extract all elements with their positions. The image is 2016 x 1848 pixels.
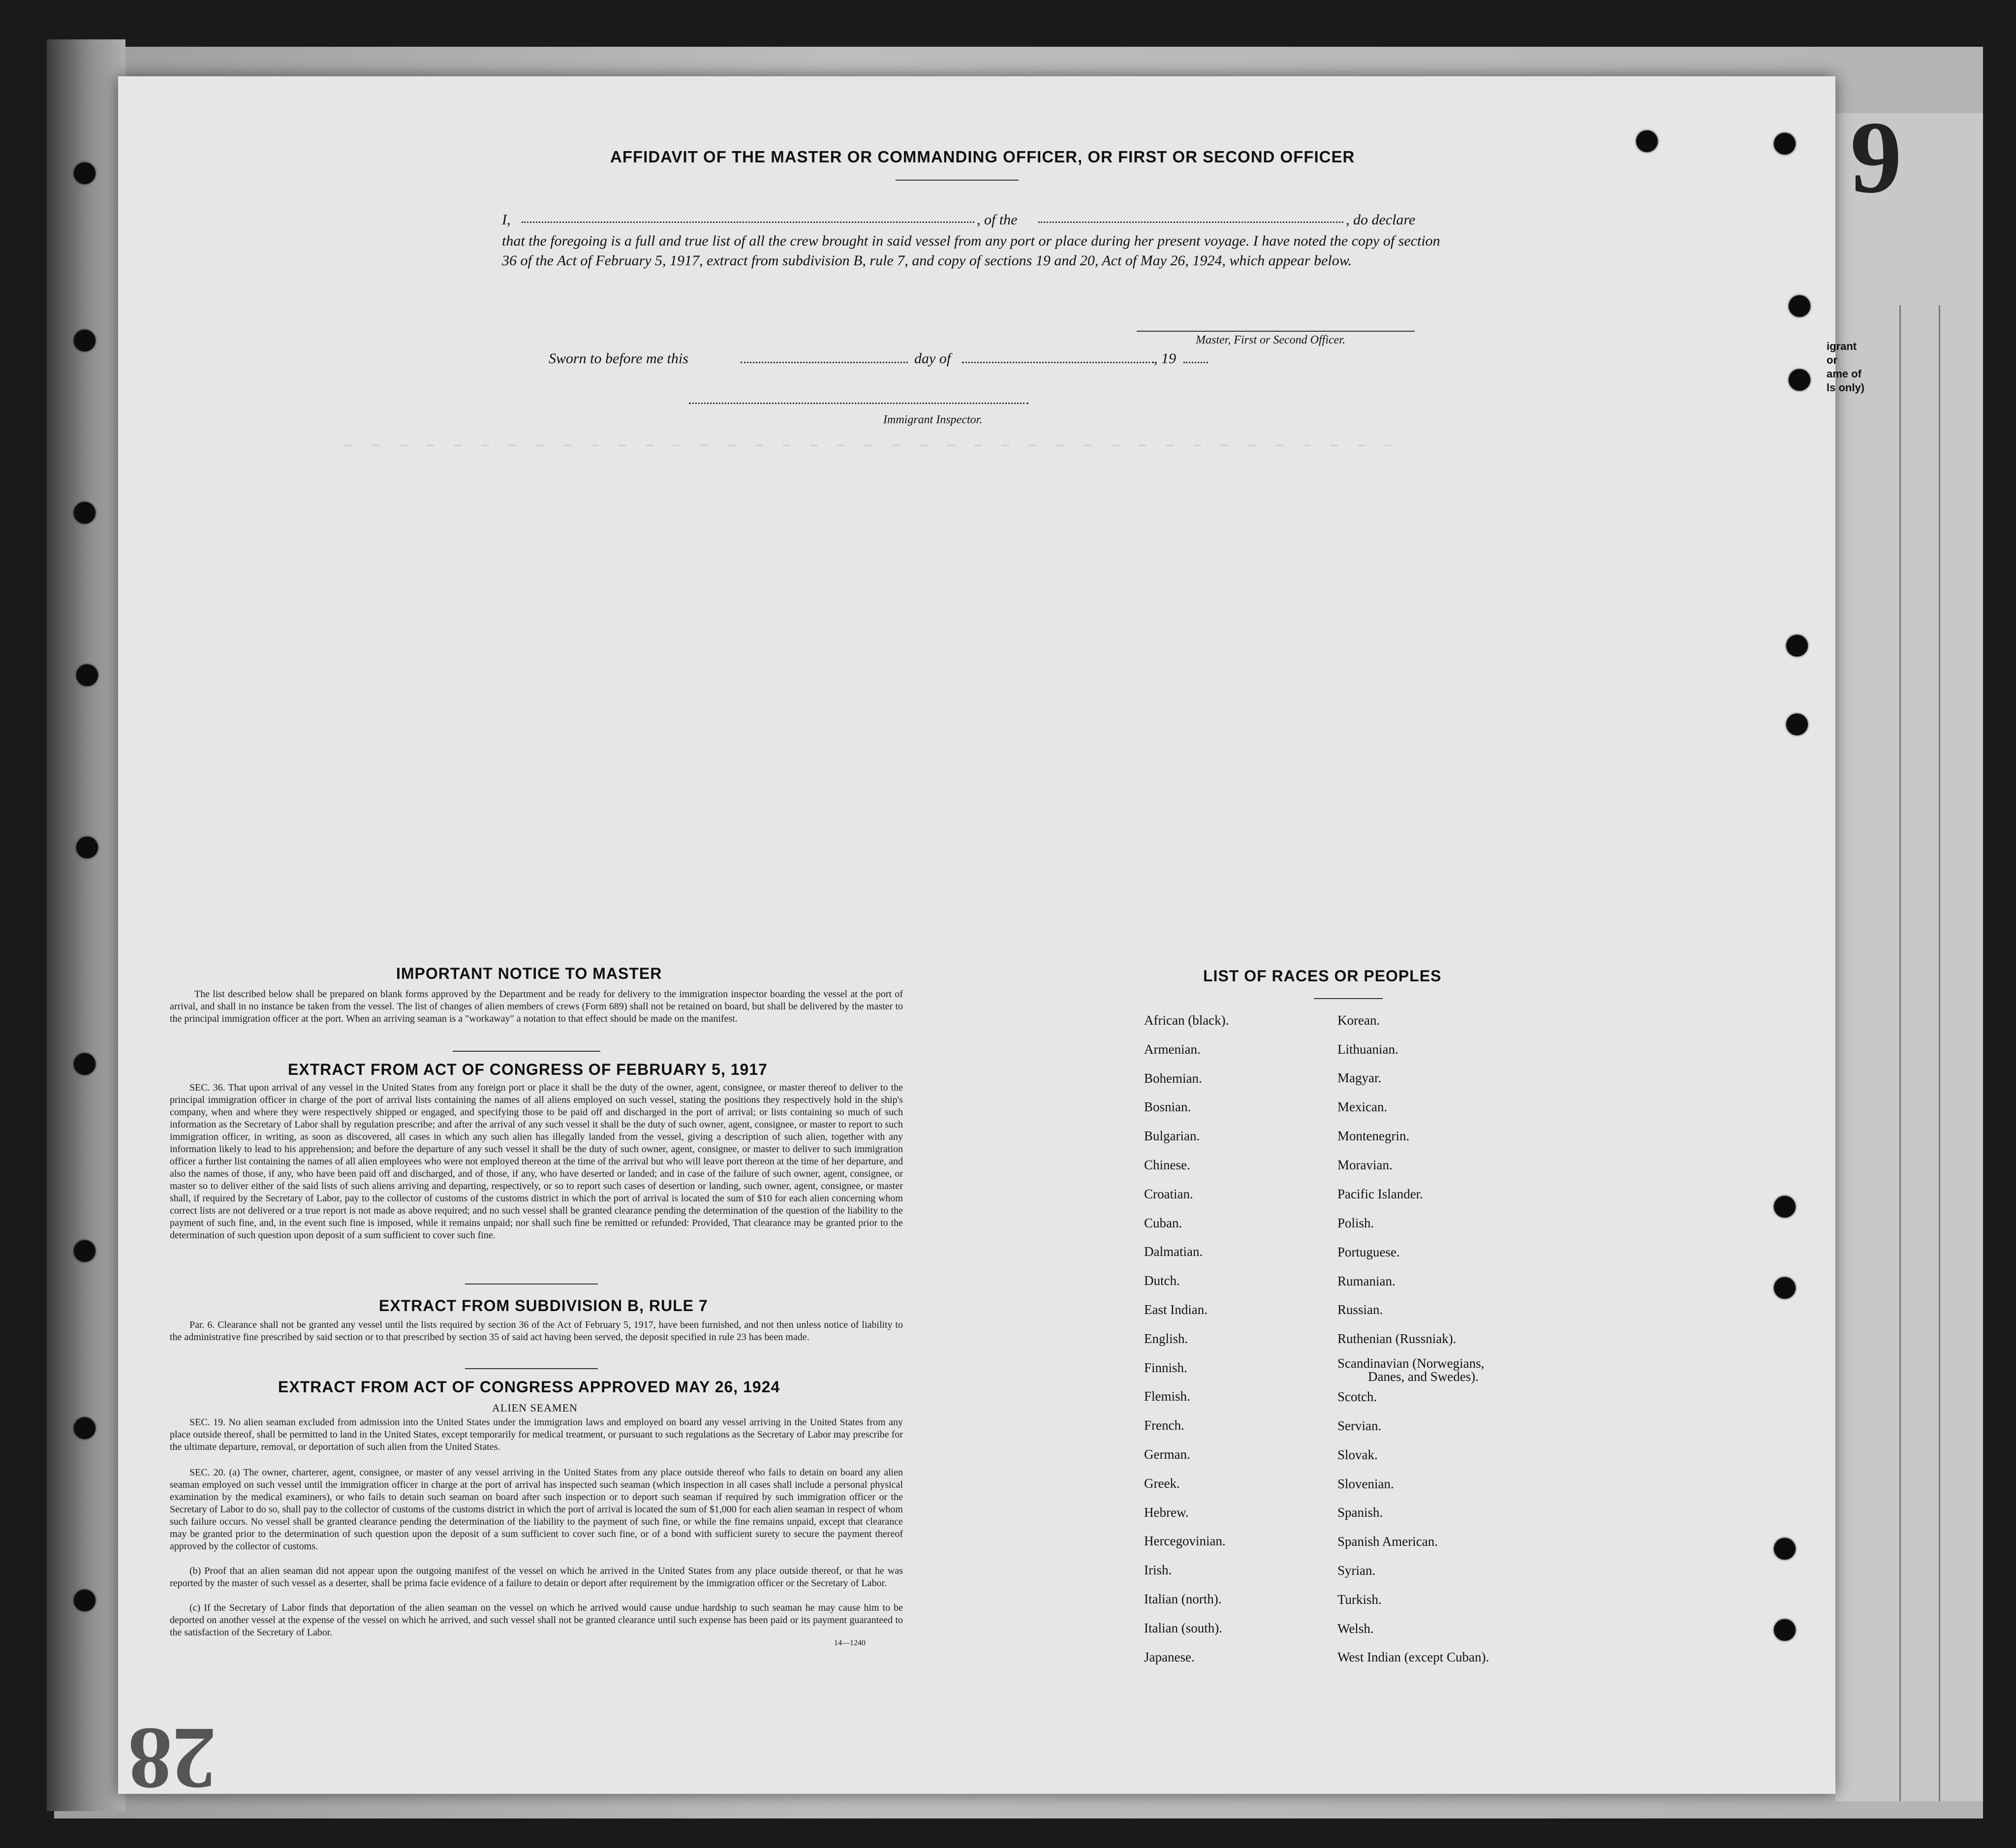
race-item: Rumanian.	[1337, 1274, 1396, 1288]
day-of-label: day of	[914, 350, 951, 367]
sec-19-body: SEC. 19. No alien seaman excluded from admission into the United States under the immigration laws and employed on board any vessel arriving in the United States from any place outside thereof, shall be permitted to land in the United States, except temporarily for medical treatment, or pursuant to such regulations as the Secretary of Labor may prescribe for the ultimate departure, removal, or deportation of such alien from the United States.	[170, 1417, 903, 1452]
signature-line[interactable]	[1137, 331, 1415, 332]
binder-hole	[1786, 714, 1808, 735]
column-header-line: or	[1827, 354, 1837, 366]
binder-hole	[1774, 1619, 1796, 1641]
binder-hole	[74, 1417, 95, 1439]
name-field[interactable]	[522, 221, 974, 223]
section-rule	[465, 1368, 598, 1369]
binder-hole	[74, 1053, 95, 1075]
extract-rule7-body: Par. 6. Clearance shall not be granted any vessel until the lists required by section 36 of the Act of February 5, 1917, have been furnished, and not then unless notice of liability to the administrative fine prescribed by said section or to that prescribed by section 35 of said act having been served, the deposit specified in rule 23 has been made.	[170, 1319, 903, 1343]
torn-left-edge	[47, 39, 125, 1811]
race-item: Portuguese.	[1337, 1245, 1400, 1259]
inspector-caption: Immigrant Inspector.	[883, 413, 983, 426]
race-item: Hebrew.	[1144, 1504, 1189, 1520]
race-item: English.	[1144, 1331, 1188, 1346]
grid-line	[1939, 305, 1940, 1801]
race-item: Flemish.	[1144, 1389, 1190, 1404]
extract-rule7-title: EXTRACT FROM SUBDIVISION B, RULE 7	[379, 1297, 708, 1315]
of-the-label: , of the	[977, 212, 1018, 228]
binder-hole	[74, 1240, 95, 1262]
race-item: Slovak.	[1337, 1447, 1378, 1462]
declaration-i: I,	[502, 212, 511, 228]
affidavit-body: that the foregoing is a full and true list of all the crew brought in said vessel from any port or place during her present voyage. I have noted the copy of section 36 of the Act of February 5, 1917, extract from subdivision B, rule 7, and copy of sections 19 and 20, Act of May 26, 1924, which appear below.	[502, 233, 1440, 269]
binder-hole	[74, 502, 95, 524]
race-item: Syrian.	[1337, 1563, 1376, 1578]
race-item: Danes, and Swedes).	[1368, 1369, 1479, 1384]
binder-hole	[1786, 635, 1808, 657]
race-item: Italian (north).	[1144, 1592, 1222, 1606]
extract-1917-title: EXTRACT FROM ACT OF CONGRESS OF FEBRUARY 5, 1917	[288, 1061, 768, 1078]
affidavit-title: AFFIDAVIT OF THE MASTER OR COMMANDING OFFICER, OR FIRST OR SECOND OFFICER	[610, 148, 1355, 166]
race-item: Turkish.	[1337, 1592, 1382, 1607]
inspector-signature-line[interactable]	[689, 403, 1028, 404]
binder-hole	[1774, 133, 1796, 155]
race-item: Japanese.	[1144, 1649, 1195, 1664]
race-item: Mexican.	[1337, 1099, 1388, 1114]
race-item: Welsh.	[1337, 1621, 1374, 1636]
race-item: Scandinavian (Norwegians,	[1337, 1356, 1485, 1371]
race-item: Bulgarian.	[1144, 1128, 1200, 1144]
race-item: Italian (south).	[1144, 1620, 1222, 1635]
race-item: Spanish American.	[1337, 1534, 1438, 1549]
race-item: Ruthenian (Russniak).	[1337, 1331, 1457, 1346]
race-item: Moravian.	[1337, 1158, 1393, 1172]
notice-body: The list described below shall be prepared on blank forms approved by the Department and be ready for delivery to the immigration inspector boarding the vessel at the port of arrival, and shall in no instance be taken from the vessel. The list of changes of alien members of crews (Form 689) shall not be retained on board, but shall be delivered by the master to the principal immigration officer at the port. When an arriving seaman is a "workaway" a notation to that effect should be made on the manifest.	[170, 989, 903, 1024]
title-rule	[1314, 998, 1383, 999]
year-label: , 19	[1154, 350, 1176, 367]
races-title: LIST OF RACES OR PEOPLES	[1203, 967, 1442, 985]
title-rule	[896, 180, 1019, 181]
race-item: Dalmatian.	[1144, 1244, 1203, 1259]
race-item: West Indian (except Cuban).	[1337, 1650, 1489, 1664]
page-number-top: 9	[1850, 100, 1902, 215]
binder-hole	[74, 330, 95, 351]
race-item: Polish.	[1337, 1216, 1374, 1230]
signature-caption: Master, First or Second Officer.	[1196, 334, 1345, 346]
race-item: Scotch.	[1337, 1389, 1377, 1404]
race-item: Croatian.	[1144, 1186, 1193, 1201]
sec-20c-body: (c) If the Secretary of Labor finds that deportation of the alien seaman on the vessel on which he arrived would cause undue hardship to such seaman he may cause him to be deported on another vessel at the expense of the vessel on which he arrived, and such vessel shall not be granted clearance until such expense has been paid or its payment guaranteed to the satisfaction of the Secretary of Labor.	[170, 1602, 903, 1638]
race-item: Bosnian.	[1144, 1099, 1191, 1115]
binder-hole	[74, 162, 95, 184]
race-item: French.	[1144, 1418, 1184, 1433]
vessel-field[interactable]	[1038, 221, 1343, 223]
binder-hole	[76, 837, 98, 858]
extract-1917-body: SEC. 36. That upon arrival of any vessel in the United States from any foreign port or place it shall be the duty of the owner, agent, consignee, or master thereof to deliver to the principal immigration officer in charge of the port of arrival lists containing the names of all aliens employed on such vessel, stating the positions they respectively hold in the ship's company, when and where they were respectively shipped or engaged, and specifying those to be paid off and discharged in the port of arrival; or lists containing so much of such information as the Secretary of Labor shall by regulation prescribe; and after the arrival of any such vessel it shall be the duty of such owner, agent, consignee, or master to report to such immigration officer, in writing, as soon as discovered, all cases in which any such alien has illegally landed from the vessel, giving a description of such alien, together with any information likely to lead to his apprehension; and before the departure of any such vessel it shall be the duty of such owner, agent, consignee, or master to deliver to such immigration officer a further list containing the names of all alien employees who were not employed thereon at the time of the arrival but who will leave port thereon at the time of her departure, and also the names of those, if any, who have been paid off and discharged, and of those, if any, who have deserted or landed; and in case of the failure of such owner, agent, consignee, or master so to deliver either of the said lists of such aliens arriving and departing, respectively, or so to report such cases of desertion or landing, such owner, agent, consignee, or master shall, if required by the Secretary of Labor, pay to the collector of customs of the customs district in which the port of arrival is located the sum of $10 for each alien concerning whom correct lists are not delivered or a true report is not made as above required; and no such vessel shall be granted clearance pending the determination of the question of the liability to the payment of such fine, and, in the event such fine is imposed, while it remains unpaid; nor shall such fine be remitted or refunded: Provided, That clearance may be granted prior to the determination of such question upon deposit of a sum sufficient to cover such fine.	[170, 1082, 903, 1241]
race-item: Lithuanian.	[1337, 1042, 1398, 1057]
race-item: Cuban.	[1144, 1215, 1182, 1230]
race-item: Finnish.	[1144, 1360, 1187, 1375]
declaration-line-1	[502, 212, 511, 228]
binder-hole	[1774, 1196, 1796, 1218]
race-item: Irish.	[1144, 1563, 1172, 1578]
race-item: Russian.	[1337, 1302, 1383, 1317]
binder-hole	[1774, 1277, 1796, 1299]
column-header-line: ls only)	[1827, 381, 1865, 394]
race-item: Slovenian.	[1337, 1476, 1394, 1491]
notice-title: IMPORTANT NOTICE TO MASTER	[396, 965, 662, 982]
alien-seamen-heading: ALIEN SEAMEN	[492, 1402, 578, 1414]
race-item: Dutch.	[1144, 1273, 1180, 1288]
race-item: German.	[1144, 1447, 1190, 1462]
race-item: Magyar.	[1337, 1070, 1382, 1085]
binder-hole	[74, 1590, 95, 1611]
race-item: Chinese.	[1144, 1158, 1190, 1172]
extract-1924-title: EXTRACT FROM ACT OF CONGRESS APPROVED MAY 26, 1924	[278, 1378, 780, 1396]
race-item: Korean.	[1337, 1013, 1380, 1028]
binder-hole	[76, 664, 98, 686]
race-item: East Indian.	[1144, 1302, 1208, 1317]
binder-hole	[1636, 130, 1658, 152]
sworn-year-field[interactable]	[1183, 362, 1208, 363]
sec-20b-body: (b) Proof that an alien seaman did not appear upon the outgoing manifest of the vessel on which he arrived in the United States from any place outside thereof, or that he was reported by the master of such vessel as a deserter, shall be prima facie evidence of a failure to detain or deport after requirement by the immigration officer or the Secretary of Labor.	[170, 1566, 903, 1589]
race-item: Servian.	[1337, 1418, 1382, 1433]
column-header-line: igrant	[1827, 340, 1857, 352]
column-header-line: ame of	[1827, 368, 1861, 380]
bleed-through-text: ┈┈┈┈┈┈┈┈┈┈┈┈┈┈┈┈┈┈┈┈┈┈┈┈┈┈┈┈┈┈┈┈┈┈┈┈┈┈┈	[344, 438, 1413, 453]
race-item: Hercegovinian.	[1144, 1534, 1226, 1549]
race-item: Armenian.	[1144, 1041, 1201, 1057]
section-rule	[453, 1051, 600, 1052]
binder-hole	[1789, 369, 1810, 391]
sworn-label: Sworn to before me this	[549, 350, 688, 367]
race-item: Montenegrin.	[1337, 1128, 1410, 1143]
binder-hole	[1789, 295, 1810, 317]
race-item: Spanish.	[1337, 1505, 1383, 1520]
underlying-column-header	[1827, 340, 1864, 395]
page-number-bottom: 28	[128, 1710, 217, 1808]
grid-line	[1899, 305, 1901, 1801]
race-item: Pacific Islander.	[1337, 1187, 1423, 1201]
form-number: 14—1240	[834, 1639, 866, 1647]
declare-label: , do declare	[1346, 212, 1416, 228]
sec-20a-body: SEC. 20. (a) The owner, charterer, agent, consignee, or master of any vessel arriving in the United States from any place outside thereof who fails to detain on board any alien seaman employed on such vessel until the immigration officer in charge at the port of arrival has inspected such seaman (which inspection in all cases shall include a personal physical examination by the medical examiners), or who fails to detain such seaman on board after such inspection or to deport such seaman if required by such immigration officer or the Secretary of Labor to do so, shall pay to the collector of customs of the customs district in which the port of arrival is located the sum of $1,000 for each alien seaman in respect of whom such failure occurs. No vessel shall be granted clearance pending the determination of the liability to the payment of such fine, or while the fine remains unpaid, except that clearance may be granted prior to the determination of such question upon the deposit of a sum sufficient to cover such fine, or of a bond with sufficient surety to secure the payment thereof approved by the collector of customs.	[170, 1467, 903, 1552]
sworn-month-field[interactable]	[962, 362, 1154, 363]
sworn-day-field[interactable]	[741, 362, 908, 363]
race-item: Greek.	[1144, 1475, 1180, 1491]
race-item: African (black).	[1144, 1013, 1229, 1028]
binder-hole	[1774, 1538, 1796, 1560]
race-item: Bohemian.	[1144, 1070, 1202, 1086]
